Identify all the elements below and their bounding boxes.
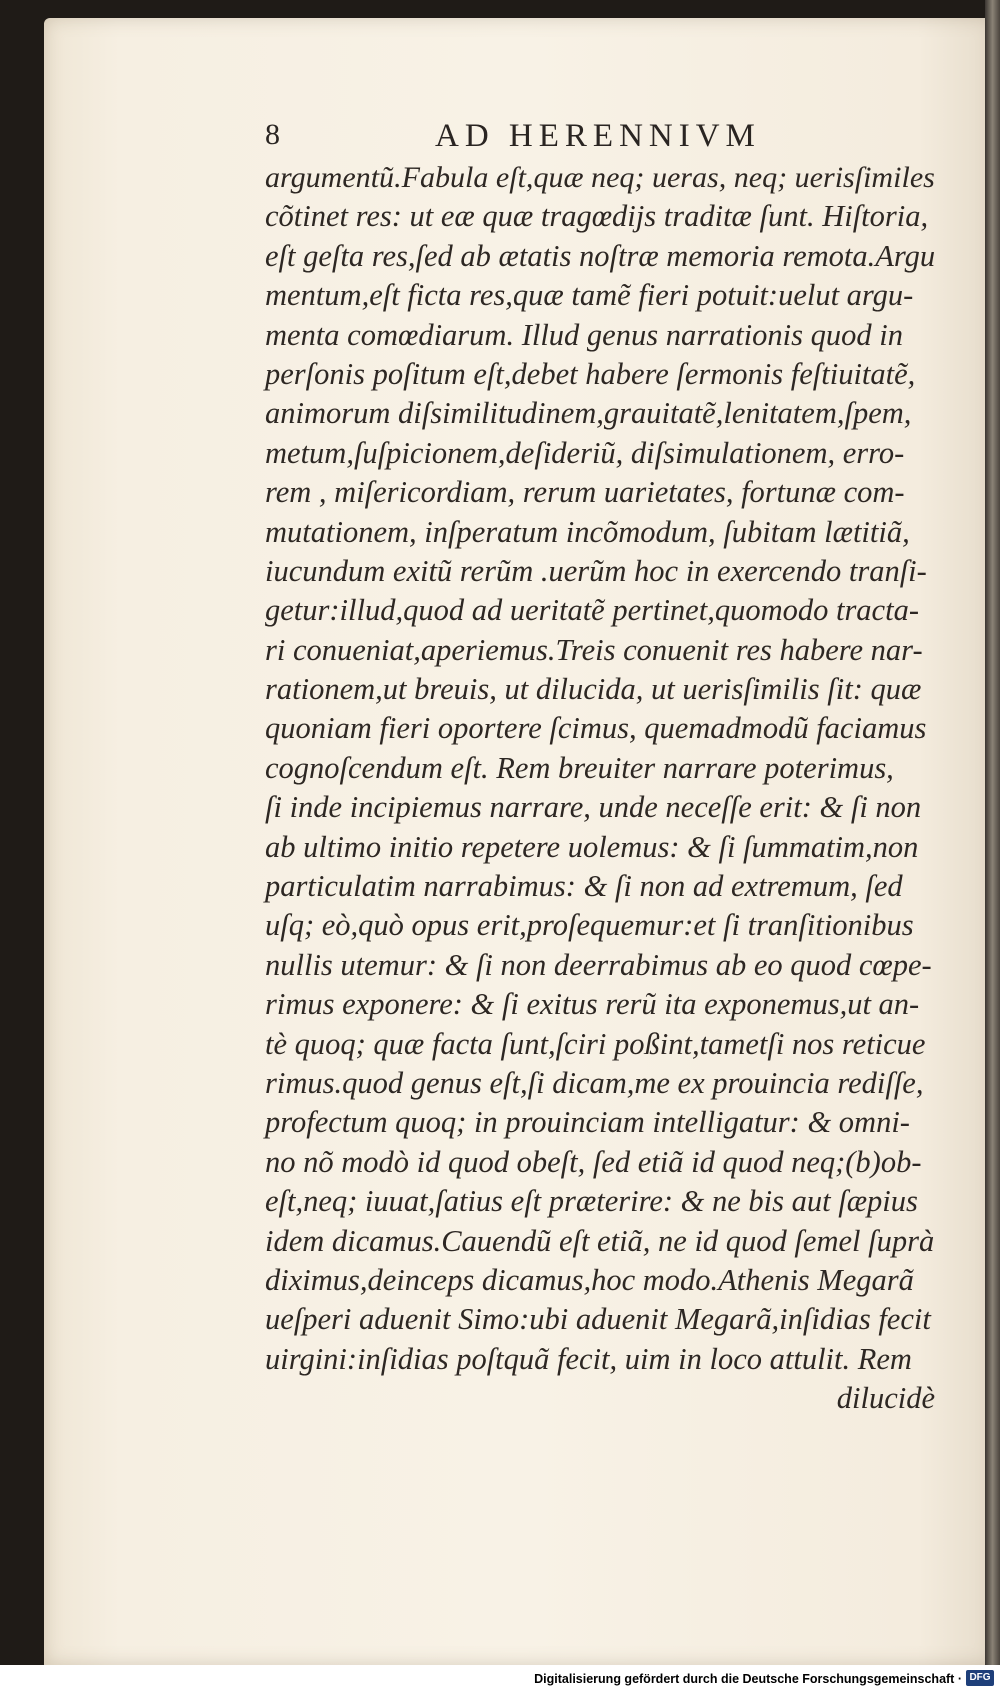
text-line: getur:illud,quod ad ueritatẽ pertinet,quomodo tracta- (265, 593, 919, 628)
page-number: 8 (265, 118, 281, 151)
text-line: profectum quoq; in prouinciam intelligatur: & omni- (265, 1105, 910, 1140)
text-line: no nõ modò id quod obeſt, ſed etiã id quod neq;(b)ob- (265, 1144, 922, 1179)
text-line: cognoſcendum eſt. Rem breuiter narrare poterimus, (265, 750, 894, 785)
text-line: eſt,neq; iuuat,ſatius eſt præterire: & ne bis aut ſæpius (265, 1184, 918, 1219)
text-line: mentum,eſt ficta res,quæ tamẽ fieri potuit:uelut argu- (265, 278, 914, 313)
running-head: AD HERENNIVM (435, 118, 761, 154)
text-line: uſq; eò,quò opus erit,proſequemur:et ſi tranſitionibus (265, 908, 914, 943)
page-header (265, 118, 935, 158)
text-line: perſonis poſitum eſt,debet habere ſermonis feſtiuitatẽ, (265, 356, 916, 391)
text-line: ſi inde incipiemus narrare, unde neceſſe erit: & ſi non (265, 790, 922, 825)
text-line: ueſperi aduenit Simo:ubi aduenit Megarã,inſidias fecit (265, 1302, 931, 1337)
text-line: iucundum exitũ rerũm .uerũm hoc in exercendo tranſi- (265, 553, 927, 588)
text-line: rimus exponere: & ſi exitus rerũ ita exponemus,ut an- (265, 987, 920, 1022)
body-text (265, 158, 935, 1419)
text-line: ab ultimo initio repetere uolemus: & ſi ſummatim,non (265, 829, 919, 864)
text-line: metum,ſuſpicionem,deſideriũ, diſsimulationem, erro- (265, 435, 905, 470)
catchword: dilucidè (836, 1381, 935, 1416)
text-line: particulatim narrabimus: & ſi non ad extremum, ſed (265, 869, 903, 904)
text-line: cõtinet res: ut eæ quæ tragœdijs traditæ ſunt. Hiſtoria, (265, 199, 929, 234)
text-line: animorum diſsimilitudinem,grauitatẽ,lenitatem,ſpem, (265, 396, 912, 431)
text-line: ri conueniat,aperiemus.Treis conuenit res habere nar- (265, 632, 923, 667)
text-line: quoniam fieri oportere ſcimus, quemadmodũ faciamus (265, 711, 927, 746)
funding-credit: Digitalisierung gefördert durch die Deutsche Forschungsgemeinschaft · (534, 1672, 962, 1686)
dfg-logo-icon: DFG (966, 1670, 994, 1686)
text-line: eſt geſta res,ſed ab ætatis noſtræ memoria remota.Argu (265, 238, 936, 273)
text-line: tè quoq; quæ facta ſunt,ſciri poßint,tametſi nos reticue (265, 1026, 926, 1061)
text-line: uirgini:inſidias poſtquã fecit, uim in loco attulit. Rem (265, 1341, 912, 1376)
text-line: rationem,ut breuis, ut dilucida, ut uerisſimilis ſit: quæ (265, 672, 922, 707)
footer-bar (0, 1665, 1000, 1693)
book-edge (985, 0, 1000, 1665)
text-line: nullis utemur: & ſi non deerrabimus ab eo quod cœpe- (265, 947, 932, 982)
text-line: idem dicamus.Cauendũ eſt etiã, ne id quod ſemel ſuprà (265, 1223, 935, 1258)
text-line: mutationem, inſperatum incõmodum, ſubitam lætitiã, (265, 514, 910, 549)
text-line: argumentũ.Fabula eſt,quæ neq; ueras, neq; uerisſimiles (265, 160, 935, 194)
text-line: diximus,deinceps dicamus,hoc modo.Athenis Megarã (265, 1262, 914, 1297)
text-line: rimus.quod genus eſt,ſi dicam,me ex prouincia rediſſe, (265, 1065, 924, 1100)
text-line: menta comœdiarum. Illud genus narrationis quod in (265, 317, 903, 352)
text-line: rem , miſericordiam, rerum uarietates, fortunæ com- (265, 475, 905, 510)
